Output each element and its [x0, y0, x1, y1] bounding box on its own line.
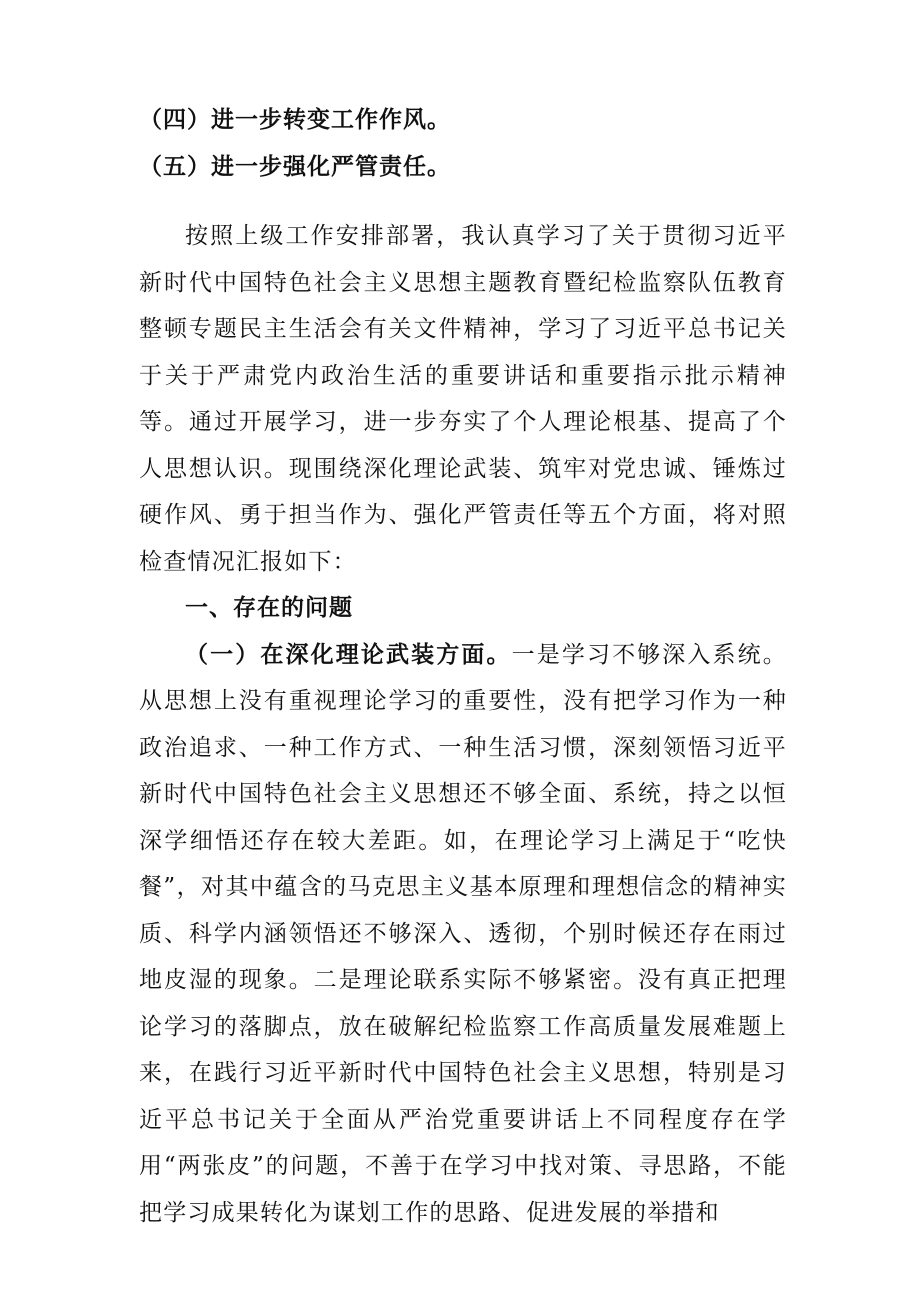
body-paragraph-text: 一是学习不够深入系统。从思想上没有重视理论学习的重要性，没有把学习作为一种政治追求、一种工作方式、一种生活习惯，深刻领悟习近平新时代中国特色社会主义思想还不够全面、系统，持之以恒深学细悟还存在较大差距。如，在理论学习上满足于“吃快餐”，对其中蕴含的马克思主义基本原理和理想信念的精神实质、科学内涵领悟还不够深入、透彻，个别时候还存在雨过地皮湿的现象。二是理论联系实际不够紧密。没有真正把理论学习的落脚点，放在破解纪检监察工作高质量发展难题上来，在践行习近平新时代中国特色社会主义思想，特别是习近平总书记关于全面从严治党重要讲话上不同程度存在学用“两张皮”的问题，不善于在学习中找对策、寻思路，不能把学习成果转化为谋划工作的思路、促进发展的举措和: [139, 641, 787, 1226]
body-paragraph-theory-study: [139, 632, 787, 1237]
intro-paragraph: 按照上级工作安排部署，我认真学习了关于贯彻习近平新时代中国特色社会主义思想主题教育暨纪检监察队伍教育整顿专题民主生活会有关文件精神，学习了习近平总书记关于关于严肃党内政治生活的重要讲话和重要指示批示精神等。通过开展学习，进一步夯实了个人理论根基、提高了个人思想认识。现围绕深化理论武装、筑牢对党忠诚、锤炼过硬作风、勇于担当作为、强化严管责任等五个方面，将对照检查情况汇报如下：: [139, 223, 787, 575]
heading-strengthen-responsibility: （五）进一步强化严管责任。: [139, 153, 451, 180]
body-paragraph-lead: （一）在深化理论武装方面。: [185, 640, 512, 668]
section-title-existing-problems: 一、存在的问题: [185, 594, 353, 621]
heading-improve-work-style: （四）进一步转变工作作风。: [139, 106, 451, 133]
document-content: [139, 96, 787, 1236]
